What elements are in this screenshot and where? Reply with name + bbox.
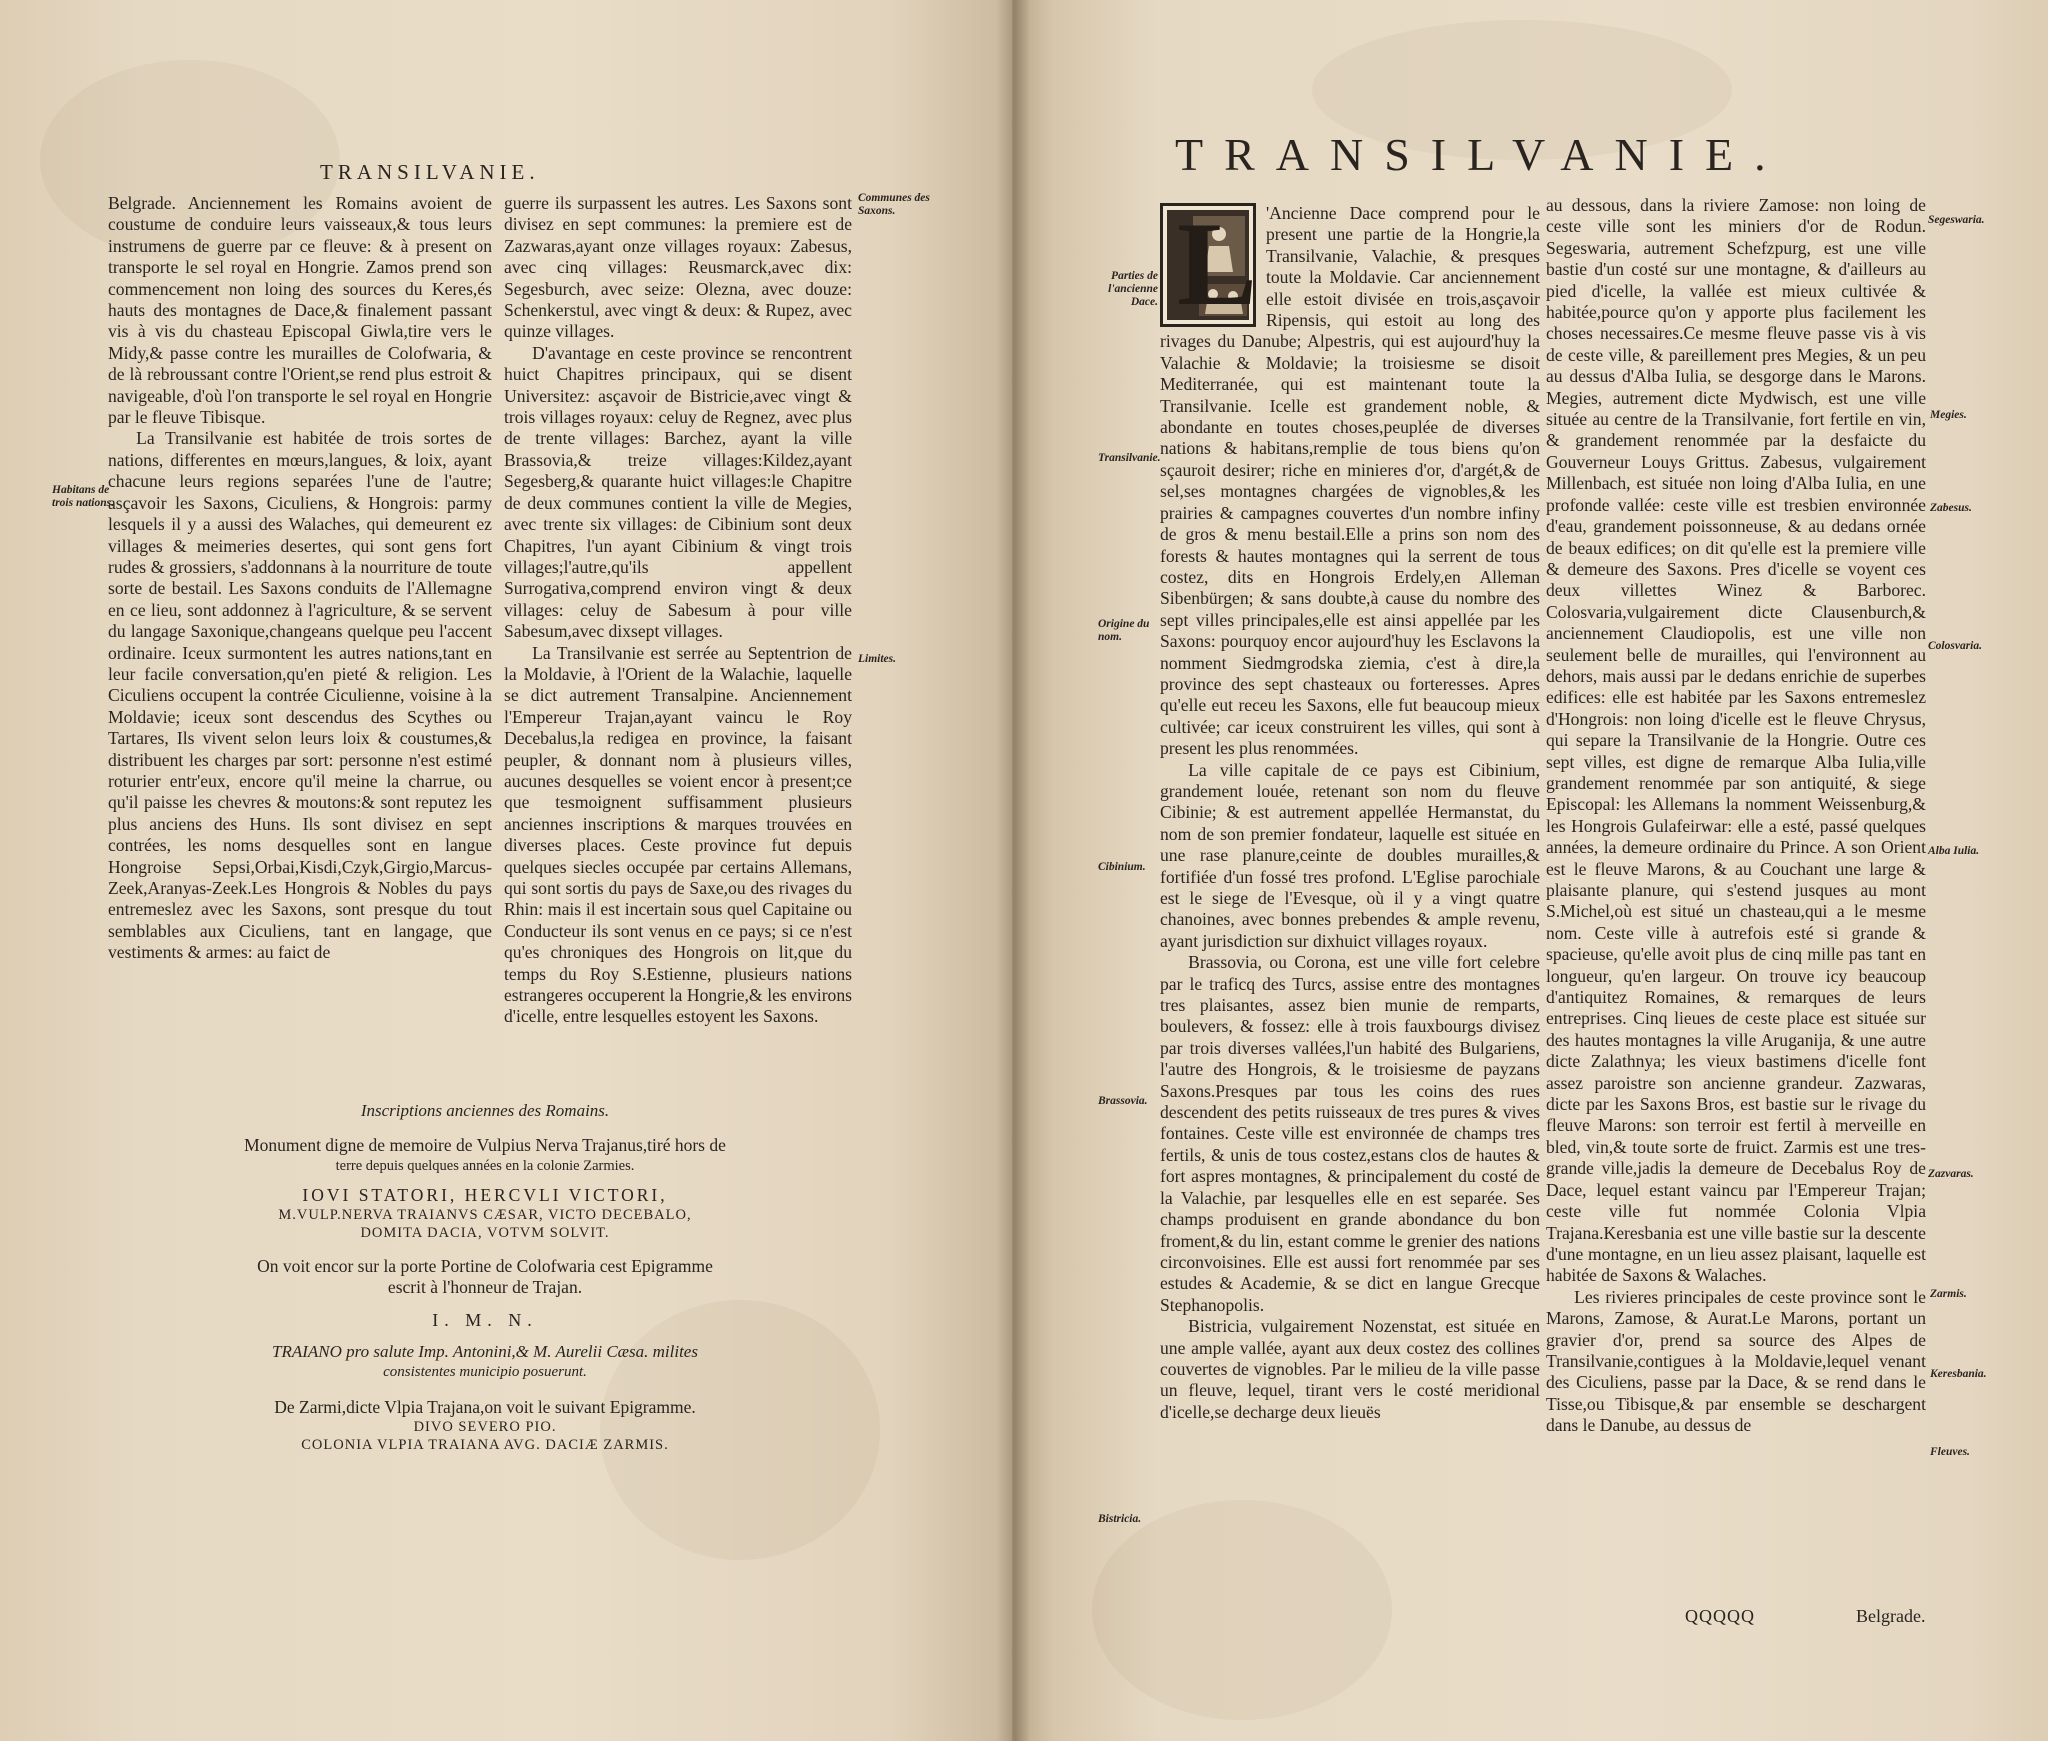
paragraph: Belgrade. Anciennement les Romains avoient de coustume de conduire leurs vaisseaux,& tous leurs instrumens de guerre par ce fleuve: & à present on transporte le sel royal en Hongrie. Zamos prend son commencement non loing des sources du Keres,és hauts des montagnes de Dace,& finalement passant vis à vis du chasteau Episcopal Giwla,tire vers le Midy,& passe contre les murailles de Colofwaria, & de là rebroussant contre l'Orient,se rend plus estroit & navigeable, d'où l'on transporte le sel royal en Hongrie par le fleuve Tibisque. xyxy=(108,193,492,428)
inscription-line: consistentes municipio posuerunt. xyxy=(383,1364,587,1380)
inscriptions-heading: Inscriptions anciennes des Romains. xyxy=(360,1101,610,1120)
margin-note-habitans: Habitans de trois nations. xyxy=(52,484,114,509)
inscription-line: escrit à l'honneur de Trajan. xyxy=(387,1277,583,1297)
paragraph: Bistricia, vulgairement Nozenstat, est située en une ample vallée, ayant aux deux costez des collines couvertes de vignobles. Par le milieu de la ville passe un fleuve, lequel, tirant vers le costé meridional d'icelle,se decharge deux lieuës xyxy=(1160,1316,1540,1422)
margin-note-fleuves: Fleuves. xyxy=(1930,1446,1970,1458)
inscription-line: DOMITA DACIA, VOTVM SOLVIT. xyxy=(360,1225,610,1241)
margin-note-bistricia: Bistricia. xyxy=(1098,1513,1142,1525)
margin-note-colosvaria: Colosvaria. xyxy=(1928,640,1982,652)
margin-note-limites: Limites. xyxy=(858,653,897,665)
right-page-title: TRANSILVANIE. xyxy=(1175,129,1787,180)
inscription-line: I. M. N. xyxy=(432,1310,538,1330)
margin-note-alba-iulia: Alba Iulia. xyxy=(1928,845,1980,857)
paragraph: guerre ils surpassent les autres. Les Saxons sont divisez en sept communes: la premiere est de Zazwaras,ayant onze villages royaux: Zabesus, avec cinq villages: Reusmarck,avec dix: Segesburch, avec seize: Olezna, avec douze: Schenkerstul, avec vingt & deux: & Rupez, avec quinze villages. xyxy=(504,193,852,342)
inscription-line: TRAIANO pro salute Imp. Antonini,& M. Aurelii Cæsa. milites xyxy=(272,1342,698,1361)
margin-note-brassovia: Brassovia. xyxy=(1098,1095,1148,1107)
inscription-line: On voit encor sur la porte Portine de Colofwaria cest Epigramme xyxy=(257,1256,713,1276)
margin-note-zarmis: Zarmis. xyxy=(1930,1288,1967,1300)
paragraph: D'avantage en ceste province se rencontrent huict Chapitres principaux, qui se disent Universitez: asçavoir de Bistricie,avec vingt & trois villages royaux: celuy de Regnez, avec plus de trente villages: Barchez, ayant la ville Brassovia,& treize villages:Kildez,ayant Segesberg,& quarante huict villages:le Chapitre de deux communes contient la ville de Megies, avec trente six villages: de Cibinium sont deux Chapitres, l'un ayant Cibinium & vingt trois villages;l'autre,qu'ils appellent Surrogativa,comprend environ vingt & deux villages: celuy de Sabesum à pour ville Sabesum,avec dixsept villages. xyxy=(504,342,852,642)
right-text-column-2 xyxy=(1546,195,1926,1635)
paragraph: Brassovia, ou Corona, est une ville fort celebre par le traficq des Turcs, assise entre des montagnes tres plaisantes, assez bien munie de remparts, boulevers, & fossez: elle à trois fauxbourgs divisez par trois diverses vallées,l'un habité des Bulgariens, l'autre des Hongrois, & le troisiesme de payzans Saxons.Presques par tous les coins des rues descendent des petits ruisseaux de tres pures & vives fontaines. Ceste ville est environnée de champs tres fertils, & unis de tous costez,estans clos de hautes & fort aspres montagnes, & principalement du costé de la Valachie, par lesquelles elle en est separée. Ses champs produisent en grande abondance du bon froment,& du lin, estant comme le grenier des nations circonvoisines. Elle est aussi fort renommée par ses estudes & Academie, & se dict en langue Grecque Stephanopolis. xyxy=(1160,952,1540,1315)
paragraph: Les rivieres principales de ceste province sont le Marons, Zamose, & Aurat.Le Marons, portant un gravier d'or, prend sa source des Alpes de Transilvanie,contigues à la Moldavie,lequel venant des Ciculiens, passe par la Dace, & se rend dans le Tisse,ou Tibisque,& par ensemble se deschargent dans le Danube, au dessus de xyxy=(1546,1286,1926,1436)
margin-note-cibinium: Cibinium. xyxy=(1098,861,1146,873)
left-text-column-1 xyxy=(108,193,492,1078)
margin-note-communes: Communes des Saxons. xyxy=(858,192,930,217)
margin-note-segeswaria: Segeswaria. xyxy=(1928,214,1985,226)
paragraph: 'Ancienne Dace comprend pour le present une partie de la Hongrie,la Transilvanie, Valachie, & presques toute la Moldavie. Car anciennement elle estoit divisée en trois,asçavoir Ripensis, qui estoit au long des rivages du Danube; Alpestris, qui est aujourd'huy la Valachie & Moldavie; la troisiesme se disoit Mediterranée, qui est maintenant toute la Transilvanie. Icelle est grandement noble, & abondante en toutes choses,peuplée de diverses nations & habitans,remplie de tous biens qu'on sçauroit desirer; riche en minieres d'or, d'argét,& de sel,ses montagnes chargées de vignobles,& les prairies & campagnes couvertes d'un nombre infiny de gros & menu bestail.Elle a prins son nom des forests & hautes montagnes qui la serrent de tous costez, dits en Hongrois Erdely,en Alleman Sibenbürgen; & sans doubte,à cause du nombre des sept villes principales,elle est ainsi appellée par les Saxons: pourquoy encor aujourd'huy les Esclavons la nomment Siedmgrodska ziemia, c'est à dire,la province des sept chasteaux ou forteresses. Apres qu'elle eut receu les Saxons, elle fut beaucoup mieux cultivée; car iceux construirent les villes, qui sont à present les plus renommées. xyxy=(1160,203,1540,759)
decorated-initial xyxy=(1160,203,1258,330)
inscription-line: IOVI STATORI, HERCVLI VICTORI, xyxy=(302,1185,668,1205)
inscription-line: terre depuis quelques années en la colonie Zarmies. xyxy=(335,1158,635,1174)
margin-note-parties: Parties de l'ancienne Dace. xyxy=(1108,270,1158,308)
paragraph: au dessous, dans la riviere Zamose: non loing de ceste ville sont les miniers d'or de Rodun. Segeswaria, autrement Schefzpurg, est une ville bastie d'un costé sur une montagne, & d'ailleurs au pied d'icelle, la vallée est mieux cultivée & habitée,pource qu'on y apporte plus facilement les choses necessaires.Ce mesme fleuve passe vis à vis de ceste ville, & pareillement pres Megies, & un peu au dessus d'Alba Iulia, se desgorge dans le Marons. Megies, autrement dicte Mydwisch, est une ville située au centre de la Transilvanie, fort fertile en vin, & grandement renommée par la desfaicte du Gouverneur Louys Grittus. Zabesus, vulgairement Millenbach, est située non loing d'Alba Iulia, en une profonde vallée: ceste ville est tresbien environnée d'eau, grandement poissonneuse, & au dedans ornée de beaux edifices; on dit qu'elle est la premiere ville & demeure des Saxons. Pres d'icelle se voyent ces deux villettes Winez & Barborec. Colosvaria,vulgairement dicte Clausenburch,& anciennement Claudiopolis, est une ville non seulement belle de murailles, qui l'environnent au dehors, mais aussi par le dedans enrichie de superbes edifices: elle est habitée par les Saxons entremeslez d'Hongrois: non loing d'icelle est le fleuve Chrysus, qui separe la Transilvanie de la Hongrie. Outre ces sept villes, est digne de remarque Alba Iulia,ville grandement renommée par son antiquité, & siege Episcopal: les Allemans la nomment Weissenburg,& les Hongrois Gulafeirwar: elle a esté, passé quelques années, la demeure ordinaire du Prince. A son Orient est le fleuve Marons, & au Couchant une large & plaisante planure, qui s'estend jusques au mont S.Michel,où est situé un chasteau,qui a le mesme nom. Ceste ville à autrefois esté si grande & spacieuse, qu'elle avoit plus de cinq mille pas tant en longueur, qu'en largeur. On trouve icy beaucoup d'antiquitez Romaines, & remarques de leurs entreprises. Cinq lieues de ceste place est située sur des hautes montagnes la ville Aruganija, & une autre dicte Zalathnya; les vieux bastimens d'icelle font assez paroistre son ancienne grandeur. Zazwaras, dicte par les Saxons Bros, est bastie sur le rivage du fleuve Marons: son terroir est fertil à merveille en bled, vin,& toute sorte de fruict. Zarmis est une tres-grande ville,jadis la demeure de Decebalus Roy de Dace, lequel estant vaincu par l'Empereur Trajan; ceste ville fut nommée Colonia Vlpia Trajana.Keresbania est une ville bastie sur la descente d'une montagne, en un lieu assez plaisant, laquelle est habitée de Saxons & Walaches. xyxy=(1546,195,1926,1286)
book-gutter-fold xyxy=(996,0,1030,1741)
left-text-column-2 xyxy=(504,193,852,1063)
left-running-title: TRANSILVANIE. xyxy=(320,160,540,184)
inscription-line: De Zarmi,dicte Vlpia Trajana,on voit le suivant Epigramme. xyxy=(274,1397,696,1417)
initial-letter: L xyxy=(1177,203,1258,330)
inscription-line: Monument digne de memoire de Vulpius Nerva Trajanus,tiré hors de xyxy=(244,1135,726,1155)
inscription-line: COLONIA VLPIA TRAIANA AVG. DACIÆ ZARMIS. xyxy=(301,1437,669,1453)
roman-inscriptions xyxy=(160,1100,810,1454)
margin-note-zabesus: Zabesus. xyxy=(1930,502,1972,514)
margin-note-transilvanie: Transilvanie. xyxy=(1098,452,1161,464)
inscription-line: M.VULP.NERVA TRAIANVS CÆSAR, VICTO DECEBALO, xyxy=(278,1207,692,1223)
margin-note-zazvaras: Zazvaras. xyxy=(1928,1168,1974,1180)
paragraph: La Transilvanie est habitée de trois sortes de nations, differentes en mœurs,langues, & loix, ayant chacune leurs regions separées l'une de l'autre; asçavoir les Saxons, Ciculiens, & Hongrois: parmy lesquels il y a aussi des Walaches, qui demeurent ez villages & meimeries desertes, qui sont gens fort rudes & grossiers, s'addonnans à la nourriture de toute sorte de bestail. Les Saxons conduits de l'Allemagne en ce lieu, sont addonnez à l'agriculture, & se servent du langage Saxonique,changeans quelque peu l'accent ordinaire. Iceux surmontent les autres nations,tant en leur facile conversation,qu'en pieté & religion. Les Ciculiens occupent la contrée Ciculienne, voisine à la Moldavie; iceux sont descendus des Scythes ou Tartares, Ils vivent selon leurs loix & coustumes,& distribuent les charges par sort: personne n'est estimé roturier entr'eux, encore qu'il meine la charrue, ou qu'il paisse les chevres & moutons:& sont reputez les plus anciens des Huns. Ils sont divisez en sept contrées, les noms desquelles sont en langue Hongroise Sepsi,Orbai,Kisdi,Czyk,Girgio,Marcus-Zeek,Aranyas-Zeek.Les Hongrois & Nobles du pays entremeslez avec les Saxons, sont presque du tout semblables aux Ciculiens, tant en langage, que vestiments & armes: au faict de xyxy=(108,428,492,963)
margin-note-keresbania: Keresbania. xyxy=(1930,1368,1987,1380)
inscription-line: DIVO SEVERO PIO. xyxy=(413,1419,557,1435)
printer-signature: QQQQQ xyxy=(1685,1606,1755,1626)
catchword: Belgrade. xyxy=(1856,1606,1926,1626)
margin-note-megies: Megies. xyxy=(1930,409,1967,421)
paragraph: La Transilvanie est serrée au Septentrion de la Moldavie, à l'Orient de la Walachie, laquelle se dict autrement Transalpine. Anciennement l'Empereur Trajan,ayant vaincu le Roy Decebalus,la redigea en province, la faisant peupler, & donnant nom à plusieurs villes, aucunes desquelles se voient encor à present;ce que tesmoignent suffisamment plusieurs anciennes inscriptions & marques trouvées en diverses places. Ceste province fut depuis quelques siecles occupée par certains Allemans, qui sont sortis du pays de Saxe,ou des rivages du Rhin: mais il est incertain sous quel Capitaine ou Conducteur ils sont venus en ce pays; si ce n'est qu'es chroniques des Hongrois on lit,que du temps du Roy S.Estienne, plusieurs nations estrangeres occuperent la Hongrie,& les environs d'icelle, entre lesquelles estoyent les Saxons. xyxy=(504,642,852,1027)
right-text-column-1 xyxy=(1160,203,1540,1603)
margin-note-origine: Origine du nom. xyxy=(1098,618,1150,643)
paragraph: La ville capitale de ce pays est Cibinium, grandement louée, retenant son nom du fleuve Cibinie; & est autrement appellée Hermanstat, du nom de son premier fondateur, laquelle est située en une rase planure,ceinte de doubles murailles,& fortifiée d'un fossé tres profond. L'Eglise parochiale est le siege de l'Evesque, où il y a vingt quatre chanoines, avec bonnes prebendes & ample revenu, ayant jurisdiction sur dixhuict villages royaux. xyxy=(1160,759,1540,951)
